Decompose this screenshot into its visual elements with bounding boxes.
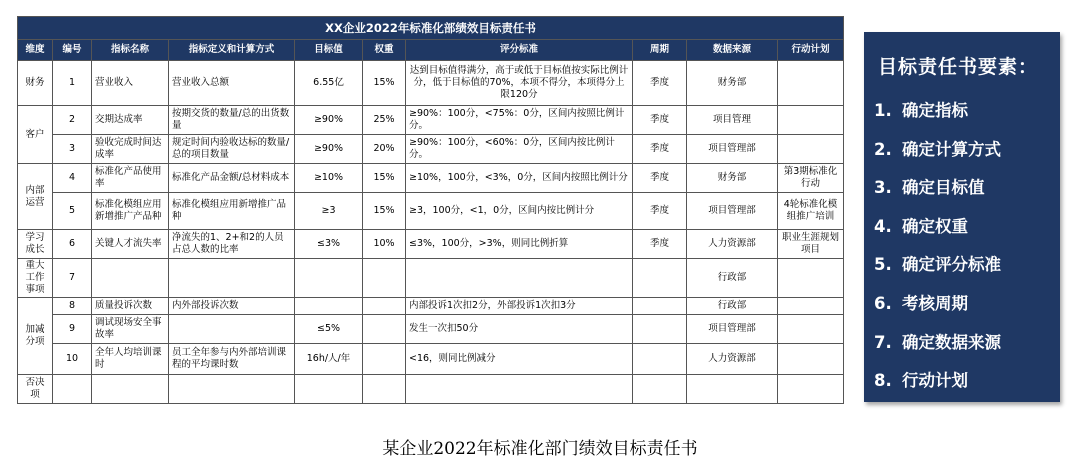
cell-indicator-name: 调试现场安全事故率 (92, 315, 169, 344)
cell-period (633, 259, 687, 298)
cell-action-plan: 4轮标准化模组推广培训 (778, 193, 844, 230)
cell-target: 6.55亿 (295, 61, 363, 106)
cell-indicator-name: 标准化产品使用率 (92, 164, 169, 193)
cell-definition: 净流失的1、2+和2的人员占总人数的比率 (169, 230, 295, 259)
cell-data-source (687, 375, 778, 404)
elements-panel (864, 32, 1060, 402)
cell-target: ≥90% (295, 106, 363, 135)
list-item-number: 1. (874, 101, 892, 120)
cell-scoring: <16，则同比例减分 (406, 344, 633, 375)
cell-indicator-name: 关键人才流失率 (92, 230, 169, 259)
cell-weight (363, 315, 406, 344)
list-item-number: 5. (874, 255, 892, 275)
header-number: 编号 (53, 40, 92, 61)
cell-action-plan (778, 344, 844, 375)
cell-scoring: 发生一次扣50分 (406, 315, 633, 344)
cell-action-plan (778, 61, 844, 106)
cell-indicator-name: 标准化模组应用新增推广产品种 (92, 193, 169, 230)
cell-definition: 标准化产品金额/总材料成本 (169, 164, 295, 193)
cell-scoring: 达到目标值得满分，高于或低于目标值按实际比例计分，低于目标值的70%，本项不得分，本项得分上限120分 (406, 61, 633, 106)
list-item (874, 169, 1001, 208)
header-definition: 指标定义和计算方式 (169, 40, 295, 61)
cell-action-plan (778, 315, 844, 344)
list-item-number: 6. (874, 293, 892, 313)
cell-number: 2 (53, 106, 92, 135)
table-row (18, 164, 844, 193)
cell-data-source: 项目管理 (687, 106, 778, 135)
list-item (874, 246, 1001, 285)
cell-weight: 10% (363, 230, 406, 259)
cell-period (633, 298, 687, 315)
cell-indicator-name: 全年人均培训课时 (92, 344, 169, 375)
cell-number: 7 (53, 259, 92, 298)
cell-definition: 规定时间内验收达标的数量/总的项目数量 (169, 135, 295, 164)
table-row (18, 315, 844, 344)
list-item-text: 确定指标 (902, 101, 968, 120)
cell-period: 季度 (633, 106, 687, 135)
list-item (874, 131, 1001, 170)
list-item-number: 3. (874, 178, 892, 198)
cell-indicator-name: 营业收入 (92, 61, 169, 106)
list-item-text: 考核周期 (902, 293, 968, 313)
cell-definition: 标准化模组应用新增推广品种 (169, 193, 295, 230)
list-item-number: 8. (874, 371, 892, 391)
cell-scoring: 内部投诉1次扣2分，外部投诉1次扣3分 (406, 298, 633, 315)
cell-scoring: ≥3，100分，<1，0分，区间内按比例计分 (406, 193, 633, 230)
panel-title: 目标责任书要素： (878, 56, 1039, 78)
table-row (18, 259, 844, 298)
cell-number: 8 (53, 298, 92, 315)
cell-scoring: ≥90%：100分，<75%：0分，区间内按照比例计分。 (406, 106, 633, 135)
cell-number: 1 (53, 61, 92, 106)
cell-number (53, 375, 92, 404)
cell-indicator-name: 验收完成时间达成率 (92, 135, 169, 164)
cell-action-plan (778, 106, 844, 135)
target-responsibility-table-container (17, 16, 843, 404)
cell-weight (363, 375, 406, 404)
header-indicator-name: 指标名称 (92, 40, 169, 61)
header-scoring: 评分标准 (406, 40, 633, 61)
target-responsibility-table (17, 16, 844, 404)
cell-action-plan: 第3期标准化行动 (778, 164, 844, 193)
list-item-text: 确定目标值 (902, 178, 985, 198)
cell-period (633, 315, 687, 344)
cell-data-source: 项目管理部 (687, 135, 778, 164)
cell-period: 季度 (633, 164, 687, 193)
table-row (18, 135, 844, 164)
list-item-number: 7. (874, 332, 892, 352)
cell-data-source: 行政部 (687, 259, 778, 298)
cell-period: 季度 (633, 230, 687, 259)
cell-action-plan (778, 375, 844, 404)
list-item (874, 92, 1001, 131)
cell-period: 季度 (633, 135, 687, 164)
cell-indicator-name (92, 375, 169, 404)
cell-number: 6 (53, 230, 92, 259)
header-target: 目标值 (295, 40, 363, 61)
list-item-number: 4. (874, 216, 892, 236)
cell-weight: 15% (363, 193, 406, 230)
list-item (874, 324, 1001, 363)
cell-definition (169, 375, 295, 404)
list-item-number: 2. (874, 139, 892, 159)
cell-scoring: ≥10%，100分，<3%，0分，区间内按照比例计分 (406, 164, 633, 193)
cell-period (633, 344, 687, 375)
cell-data-source: 财务部 (687, 61, 778, 106)
cell-dimension: 重大工作事项 (18, 259, 53, 298)
cell-definition: 员工全年参与内外部培训课程的平均课时数 (169, 344, 295, 375)
cell-target: ≥10% (295, 164, 363, 193)
cell-period: 季度 (633, 193, 687, 230)
header-period: 周期 (633, 40, 687, 61)
cell-number: 9 (53, 315, 92, 344)
cell-data-source: 财务部 (687, 164, 778, 193)
cell-number: 10 (53, 344, 92, 375)
table-row (18, 230, 844, 259)
list-item (874, 208, 1001, 247)
cell-weight (363, 344, 406, 375)
cell-period: 季度 (633, 61, 687, 106)
list-item (874, 362, 1001, 401)
cell-action-plan: 职业生涯规划项目 (778, 230, 844, 259)
cell-target (295, 259, 363, 298)
cell-weight: 15% (363, 164, 406, 193)
elements-list (874, 92, 1001, 401)
header-weight: 权重 (363, 40, 406, 61)
cell-definition: 按期交货的数量/总的出货数量 (169, 106, 295, 135)
cell-weight (363, 259, 406, 298)
cell-definition: 营业收入总额 (169, 61, 295, 106)
cell-number: 5 (53, 193, 92, 230)
cell-dimension: 内部运营 (18, 164, 53, 230)
cell-dimension: 财务 (18, 61, 53, 106)
cell-target: ≥3 (295, 193, 363, 230)
cell-weight (363, 298, 406, 315)
cell-data-source: 人力资源部 (687, 230, 778, 259)
cell-data-source: 项目管理部 (687, 193, 778, 230)
list-item-text: 确定权重 (902, 216, 968, 236)
table-row (18, 298, 844, 315)
list-item-text: 确定数据来源 (902, 332, 1001, 352)
cell-definition (169, 315, 295, 344)
cell-target (295, 298, 363, 315)
cell-target (295, 375, 363, 404)
cell-scoring (406, 259, 633, 298)
cell-data-source: 行政部 (687, 298, 778, 315)
cell-data-source: 项目管理部 (687, 315, 778, 344)
cell-indicator-name (92, 259, 169, 298)
table-row (18, 106, 844, 135)
list-item-text: 确定计算方式 (902, 139, 1001, 159)
cell-dimension: 客户 (18, 106, 53, 164)
cell-data-source: 人力资源部 (687, 344, 778, 375)
cell-target: ≥90% (295, 135, 363, 164)
header-dimension: 维度 (18, 40, 53, 61)
cell-definition (169, 259, 295, 298)
list-item (874, 285, 1001, 324)
cell-dimension: 加减分项 (18, 298, 53, 375)
cell-target: 16h/人/年 (295, 344, 363, 375)
table-row (18, 375, 844, 404)
table-row (18, 344, 844, 375)
cell-weight: 20% (363, 135, 406, 164)
table-header-row (18, 40, 844, 61)
list-item-text: 确定评分标准 (902, 255, 1001, 275)
cell-number: 3 (53, 135, 92, 164)
cell-weight: 25% (363, 106, 406, 135)
figure-caption: 某企业2022年标准化部门绩效目标责任书 (382, 439, 698, 459)
cell-action-plan (778, 298, 844, 315)
cell-scoring (406, 375, 633, 404)
cell-scoring: ≥90%：100分，<60%：0分，区间内按比例计分。 (406, 135, 633, 164)
cell-dimension: 否决项 (18, 375, 53, 404)
cell-action-plan (778, 135, 844, 164)
cell-indicator-name: 质量投诉次数 (92, 298, 169, 315)
list-item-text: 行动计划 (902, 371, 968, 391)
table-title: XX企业2022年标准化部绩效目标责任书 (18, 17, 844, 40)
header-action-plan: 行动计划 (778, 40, 844, 61)
cell-weight: 15% (363, 61, 406, 106)
cell-dimension: 学习成长 (18, 230, 53, 259)
cell-period (633, 375, 687, 404)
table-row (18, 61, 844, 106)
header-data-source: 数据来源 (687, 40, 778, 61)
cell-target: ≤3% (295, 230, 363, 259)
cell-target: ≤5% (295, 315, 363, 344)
cell-definition: 内外部投诉次数 (169, 298, 295, 315)
cell-action-plan (778, 259, 844, 298)
cell-indicator-name: 交期达成率 (92, 106, 169, 135)
cell-number: 4 (53, 164, 92, 193)
cell-scoring: ≤3%，100分，>3%，则同比例折算 (406, 230, 633, 259)
table-row (18, 193, 844, 230)
